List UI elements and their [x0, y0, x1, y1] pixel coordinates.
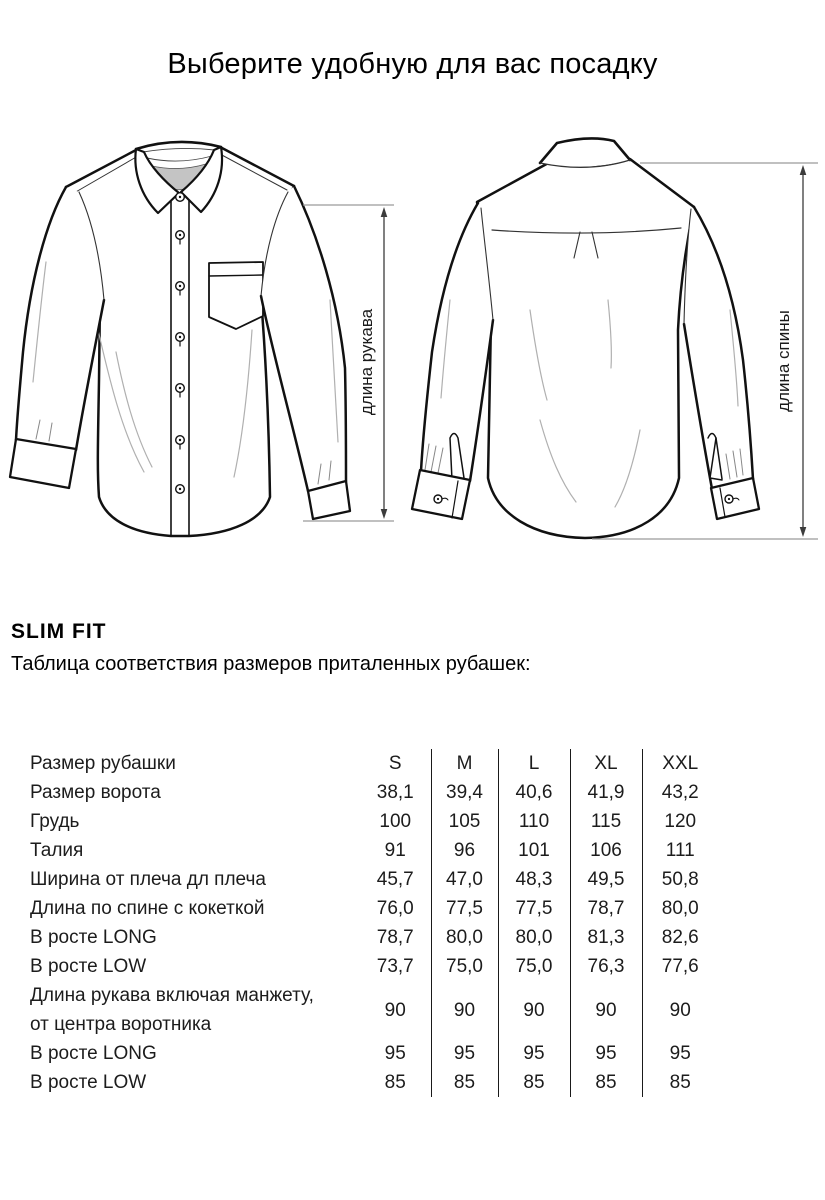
row-label: В росте LOW	[30, 1072, 147, 1093]
size-value: 95	[431, 1039, 498, 1068]
size-value: 115	[570, 807, 642, 836]
table-row	[30, 894, 718, 923]
size-column-header: L	[498, 749, 570, 778]
size-value: 45,7	[376, 869, 414, 890]
size-value: 80,0	[431, 923, 498, 952]
size-value: 81,3	[570, 923, 642, 952]
size-value: 39,4	[431, 778, 498, 807]
size-value: 85	[642, 1068, 718, 1097]
size-table	[30, 749, 718, 1097]
size-value: 50,8	[642, 865, 718, 894]
size-value: 77,5	[431, 894, 498, 923]
page-title: Выберите удобную для вас посадку	[167, 48, 658, 80]
size-table-header-row	[30, 749, 718, 778]
size-value: 106	[570, 836, 642, 865]
table-row	[30, 923, 718, 952]
size-value: 82,6	[642, 923, 718, 952]
size-value: 76,0	[376, 898, 414, 919]
size-value: 110	[498, 807, 570, 836]
size-value: 49,5	[570, 865, 642, 894]
size-value: 90	[384, 999, 406, 1021]
size-value: 77,6	[642, 952, 718, 981]
row-label: Талия	[30, 840, 84, 861]
shirt-back-drawing	[412, 138, 759, 538]
row-label: В росте LONG	[30, 927, 157, 948]
size-value: 91	[384, 840, 406, 861]
row-label: Длина по спине с кокеткой	[30, 898, 265, 919]
size-value: 85	[431, 1068, 498, 1097]
size-value: 40,6	[498, 778, 570, 807]
size-value: 90	[642, 981, 718, 1039]
size-value: 105	[431, 807, 498, 836]
table-row	[30, 836, 718, 865]
size-value: 95	[570, 1039, 642, 1068]
size-value: 41,9	[570, 778, 642, 807]
size-value: 85	[570, 1068, 642, 1097]
row-label: В росте LOW	[30, 956, 147, 977]
size-value: 77,5	[498, 894, 570, 923]
size-value: 96	[431, 836, 498, 865]
size-value: 95	[384, 1043, 406, 1064]
size-value: 90	[570, 981, 642, 1039]
table-row	[30, 1068, 718, 1097]
row-label: Размер ворота	[30, 782, 161, 803]
size-value: 85	[498, 1068, 570, 1097]
size-value: 111	[642, 836, 718, 865]
table-row	[30, 807, 718, 836]
fit-heading: SLIM FIT	[11, 620, 107, 643]
back-length-label: длина спины	[774, 310, 793, 412]
size-value: 101	[498, 836, 570, 865]
row-label: В росте LONG	[30, 1043, 157, 1064]
size-column-header: M	[431, 749, 498, 778]
size-value: 120	[642, 807, 718, 836]
size-value: 95	[498, 1039, 570, 1068]
size-value: 73,7	[376, 956, 414, 977]
size-value: 80,0	[498, 923, 570, 952]
size-value: 80,0	[642, 894, 718, 923]
size-value: 90	[498, 981, 570, 1039]
size-value: 85	[384, 1072, 406, 1093]
table-row	[30, 1039, 718, 1068]
size-value: 76,3	[570, 952, 642, 981]
size-value: 90	[431, 981, 498, 1039]
table-row	[30, 952, 718, 981]
size-value: 95	[642, 1039, 718, 1068]
size-value: 100	[379, 811, 412, 832]
row-label: Грудь	[30, 811, 80, 832]
table-row	[30, 778, 718, 807]
size-value: 47,0	[431, 865, 498, 894]
size-value: 38,1	[376, 782, 414, 803]
sleeve-length-label: длина рукава	[357, 308, 376, 416]
size-column-header: XL	[570, 749, 642, 778]
size-value: 43,2	[642, 778, 718, 807]
size-value: 75,0	[431, 952, 498, 981]
table-row	[30, 865, 718, 894]
size-column-header: XXL	[642, 749, 718, 778]
size-value: 78,7	[570, 894, 642, 923]
row-label: Ширина от плеча дл плеча	[30, 869, 266, 890]
table-row	[30, 981, 718, 1039]
size-column-header: S	[388, 753, 402, 774]
shirt-front-drawing	[10, 142, 350, 536]
size-value: 75,0	[498, 952, 570, 981]
row-label: Размер рубашки	[30, 753, 176, 774]
row-label: Длина рукава включая манжету, от центра воротника	[30, 985, 314, 1035]
size-value: 78,7	[376, 927, 414, 948]
table-caption: Таблица соответствия размеров приталенных рубашек:	[11, 653, 531, 675]
size-value: 48,3	[498, 865, 570, 894]
